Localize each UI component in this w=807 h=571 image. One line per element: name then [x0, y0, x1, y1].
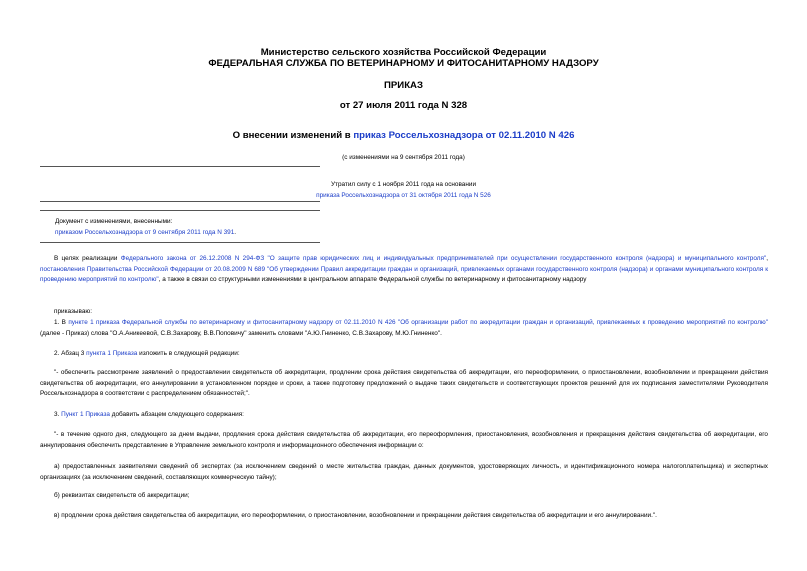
- government-decree-link[interactable]: постановления Правительства Российской Федерации от 20.08.2009 N 689 "Об утверждении Правил аккредитации граждан и организаций, привлекаемых органами государственного контроля (надзора) и органами муниципального контроля к проведению мероприятий по контролю": [40, 265, 768, 284]
- item-1-link[interactable]: пункте 1 приказа Федеральной службы по ветеринарному и фитосанитарному надзору от 02.11.2010 N 426 "Об организации работ по аккредитации граждан и организаций, привлекаемых к проведению мероприятий по контролю": [68, 319, 768, 326]
- doc-title: [0, 130, 807, 142]
- preamble-text: , а также в связи со структурными изменениями в центральном аппарате Федеральной службы по ветеринарному и фитосанитарному надзору: [158, 276, 587, 284]
- amendment-note: (с изменениями на 9 сентября 2011 года): [342, 154, 465, 161]
- item-3-link[interactable]: Пункт 1 Приказа: [61, 411, 110, 418]
- changes-dot: .: [234, 229, 237, 236]
- sub-item-a: а) предоставленных заявителями сведений об экспертах (за исключением сведений о месте жительства граждан, данных документов, удостоверяющих личность, и идентификационного номера налогоплательщика) и экспертных организациях (за исключением сведений, составляющих коммерческую тайну);: [40, 463, 768, 481]
- sub-item-b: б) реквизитах свидетельств об аккредитации;: [54, 492, 190, 499]
- changes-link[interactable]: приказом Россельхознадзора от 9 сентября 2011 года N 391: [55, 229, 235, 236]
- item-3-paragraph: [40, 410, 768, 421]
- doc-title-link[interactable]: приказ Россельхознадзора от 02.11.2010 N 426: [353, 130, 575, 141]
- separator-line: [40, 166, 320, 167]
- doc-date-number: от 27 июля 2011 года N 328: [339, 100, 468, 111]
- item-2-link[interactable]: пункта 1 Приказа: [86, 350, 138, 357]
- changes-label: Документ с изменениями, внесенными:: [55, 218, 173, 225]
- item-2-text: изложить в следующей редакции:: [137, 350, 240, 357]
- service-line: ФЕДЕРАЛЬНАЯ СЛУЖБА ПО ВЕТЕРИНАРНОМУ И ФИТОСАНИТАРНОМУ НАДЗОРУ: [208, 58, 599, 69]
- item-3-text: 3.: [54, 411, 62, 418]
- changes-note: [55, 216, 236, 238]
- quote-1-paragraph: "- обеспечить рассмотрение заявлений о предоставлении свидетельств об аккредитации, продлении срока действия свидетельства об аккредитации, его переоформлении, о приостановлении, возобновлении и прекращении действия свидетельства об аккредитации, его аннулировании в установленном порядке и сроки, а также подготовку предложений о выдаче таких свидетельств и соответствующих проектов решений для их подписания заместителями Руководителя Россельхознадзора в соответствии с распределением обязанностей;".: [40, 369, 768, 398]
- item-1-text: 1. В: [54, 319, 69, 326]
- preamble-paragraph: [40, 254, 768, 286]
- preamble-text: В целях реализации: [54, 255, 121, 262]
- sub-item-c: в) продлении срока действия свидетельства об аккредитации, его переоформлении, о приостановлении, возобновлении и прекращении действия свидетельства об аккредитации и его аннулировании.".: [54, 512, 657, 519]
- separator-line: [40, 210, 320, 211]
- order-word: приказываю:: [54, 308, 92, 315]
- doc-title-prefix: О внесении изменений в: [232, 130, 354, 141]
- ministry-line: Министерство сельского хозяйства Российской Федерации: [260, 47, 547, 58]
- quote-2-paragraph: "- в течение одного дня, следующего за днем выдачи, продления срока действия свидетельства об аккредитации, его переоформления, приостановления, возобновления и прекращения действия свидетельства об аккредитации, его аннулирования обеспечить представление в Управление земельного контроля и информационного обеспечения информации о:: [40, 431, 768, 449]
- separator-line: [40, 201, 320, 202]
- item-1-text: (далее - Приказ) слова "О.А.Аникеевой, С.В.Захарову, В.В.Поповичу" заменить словами "А.Ю.Гниненко, С.В.Захарову, М.Ю.Гниненко".: [40, 329, 442, 337]
- expired-note-link[interactable]: приказа Россельхознадзора от 31 октября 2011 года N 526: [316, 192, 491, 199]
- federal-law-link[interactable]: Федерального закона от 26.12.2008 N 294-ФЗ "О защите прав юридических лиц и индивидуальных предпринимателей при осуществлении государственного контроля (надзора) и муниципального контроля": [120, 255, 767, 262]
- item-1-paragraph: [40, 318, 768, 339]
- expired-note-text: Утратил силу с 1 ноября 2011 года на основании: [330, 181, 477, 188]
- expired-note: [0, 179, 807, 201]
- item-2-text: 2. Абзац 3: [54, 350, 87, 357]
- item-3-text: добавить абзацем следующего содержания:: [109, 411, 244, 418]
- separator-line: [40, 242, 320, 243]
- item-2-paragraph: [40, 349, 768, 360]
- doc-type: ПРИКАЗ: [384, 80, 423, 91]
- preamble-text: ,: [766, 255, 768, 262]
